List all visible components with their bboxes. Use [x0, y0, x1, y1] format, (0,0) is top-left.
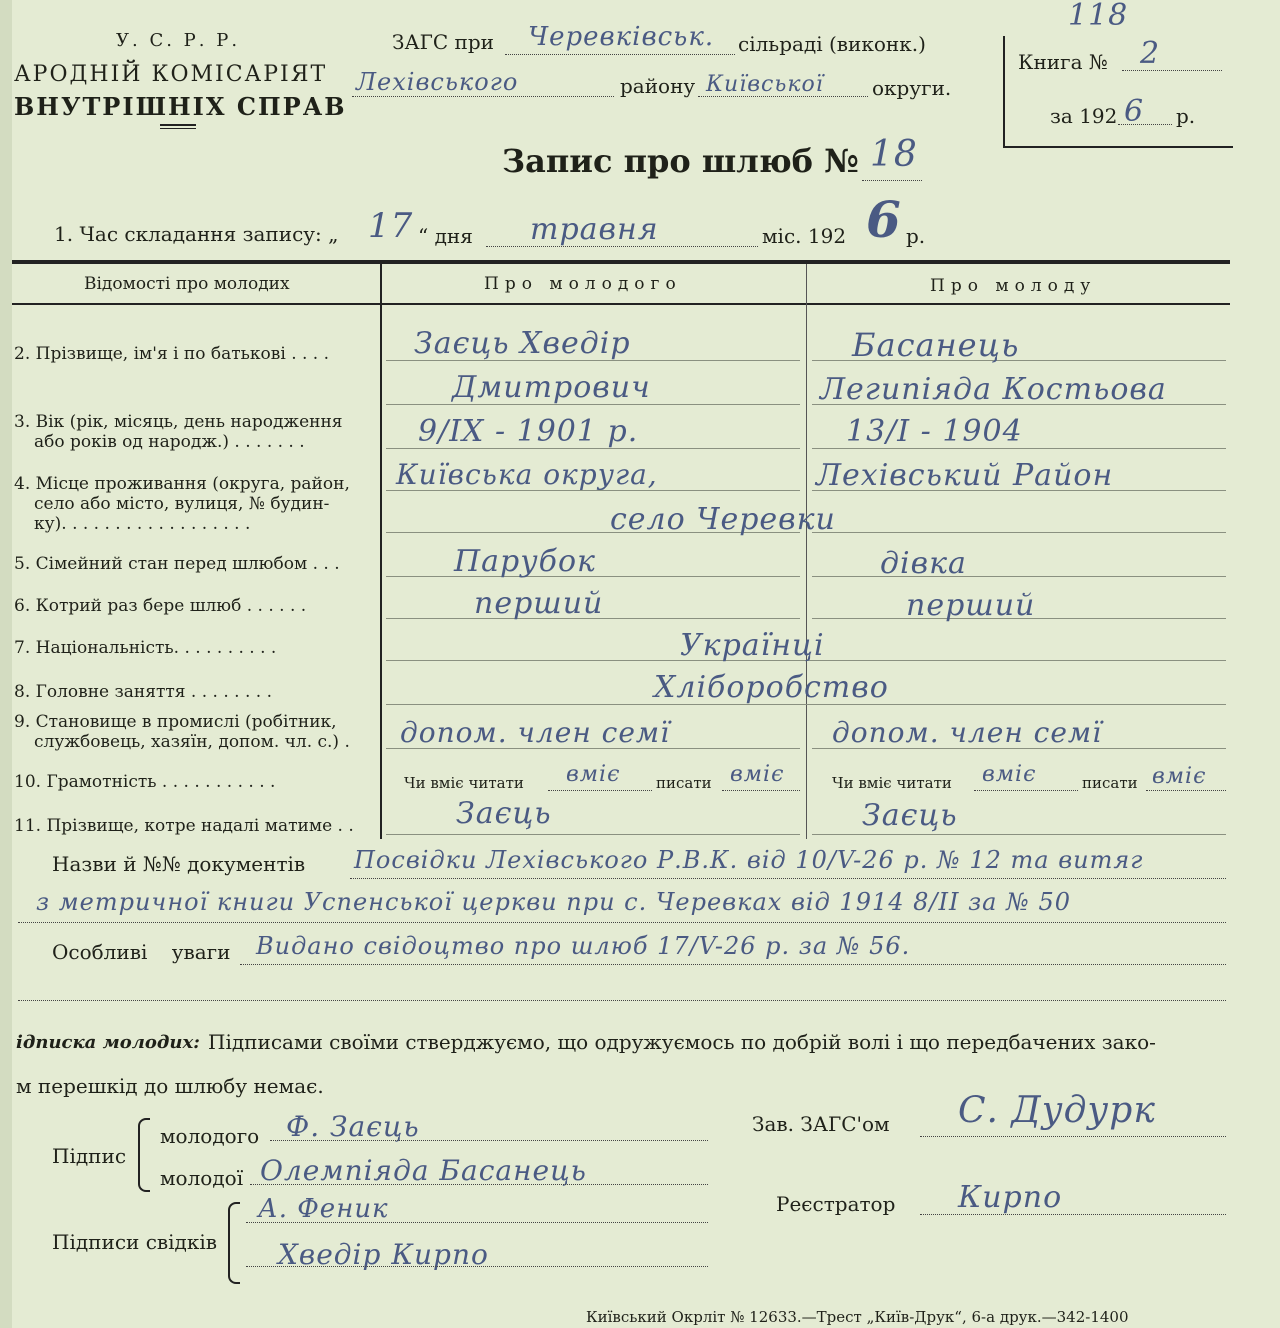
table-col-divider [806, 264, 807, 839]
table-top-rule [12, 260, 1230, 264]
witnesses-label: Підписи свідків [52, 1230, 218, 1254]
year-line [1118, 124, 1172, 125]
groom-sign-label: молодого [160, 1124, 260, 1148]
bride-write: вміє [1152, 764, 1207, 789]
okrug-value: Київської [706, 72, 824, 97]
answer-line [812, 576, 1226, 577]
row-label-age: 3. Вік (рік, місяць, день народження [14, 412, 343, 432]
bride-birthdate: 13/I - 1904 [846, 414, 1023, 449]
documents-line2-rule [18, 922, 1226, 923]
witness2-signature: Хведір Кирпо [278, 1238, 489, 1271]
ussr-label: У. С. Р. Р. [116, 30, 241, 51]
residence-village: село Черевки [610, 502, 836, 537]
bride-read: вміє [982, 762, 1037, 787]
documents-line1: Посвідки Лехівського Р.В.К. від 10/V-26 р. № 12 та витяг [354, 846, 1144, 874]
groom-marriage-count: перший [474, 586, 604, 621]
groom-read-line [548, 790, 652, 791]
documents-label: Назви й №№ документів [52, 852, 306, 876]
nationality: Українці [680, 628, 825, 663]
row-label-nationality: 7. Національність. . . . . . . . . . [14, 638, 277, 658]
groom-position: допом. член семї [400, 716, 671, 749]
zags-head-line [920, 1136, 1226, 1137]
col-header-info: Відомості про молодих [84, 274, 290, 294]
witness1-signature: А. Феник [258, 1194, 389, 1224]
record-month-line [486, 246, 758, 247]
okrug-line [698, 96, 868, 97]
registrar-label: Реєстратор [776, 1192, 896, 1216]
groom-residence: Київська округа, [396, 458, 658, 491]
col-header-bride: Про молоду [930, 276, 1097, 296]
row-label-position-2: службовець, хазяїн, допом. чл. с.) . [34, 732, 350, 752]
answer-line [812, 834, 1226, 835]
row-label-residence-2: село або місто, вулиця, № будин- [34, 494, 330, 514]
zags-village: Черевківськ. [528, 22, 715, 52]
documents-line1-rule [350, 878, 1226, 879]
witness1-line [246, 1222, 708, 1223]
record-title: Запис про шлюб № [502, 142, 859, 180]
row-label-occupation: 8. Головне заняття . . . . . . . . [14, 682, 272, 702]
district-label: району [620, 74, 696, 98]
groom-patronymic: Дмитрович [452, 370, 651, 405]
signatures-intro-text2: м перешкід до шлюбу немає. [16, 1074, 324, 1098]
zags-prefix: ЗАГС при [392, 30, 494, 54]
occupation: Хліборобство [654, 670, 889, 705]
year-label: за 192 [1050, 104, 1118, 128]
year-suffix: р. [1176, 104, 1196, 128]
record-month: травня [530, 212, 659, 247]
notes-line1-rule [240, 964, 1226, 965]
commissariat-line2: ВНУТРІШНІХ СПРАВ [14, 92, 347, 121]
groom-marital: Парубок [454, 544, 596, 579]
groom-name: Заєць Хведір [414, 326, 631, 361]
groom-birthdate: 9/IX - 1901 р. [418, 414, 639, 449]
bride-future-surname: Заєць [862, 798, 958, 833]
groom-read-label: Чи вміє читати [404, 774, 524, 792]
printer-footer: Київський Окрліт № 12633.—Трест „Київ-Друк“, 6-а друк.—342-1400 [586, 1308, 1129, 1326]
record-number: 18 [870, 134, 918, 175]
notes-value: Видано свідоцтво про шлюб 17/V-26 р. за № 56. [256, 932, 911, 960]
registrar-line [920, 1214, 1226, 1215]
record-year-suffix: р. [906, 224, 926, 248]
zags-village-line [505, 54, 735, 55]
sign-brace [138, 1118, 150, 1192]
book-number: 2 [1140, 36, 1161, 71]
groom-signature: Ф. Заєць [286, 1110, 420, 1143]
groom-read: вміє [566, 762, 621, 787]
documents-line2: з метричної книги Успенської церкви при с. Черевках від 1914 8/II за № 50 [36, 888, 1071, 916]
bride-marriage-count: перший [906, 588, 1036, 623]
header-rule [160, 124, 196, 126]
bride-write-label: писати [1082, 774, 1138, 792]
record-month-label: міс. 192 [762, 224, 847, 248]
notes-label: Особливі уваги [52, 940, 231, 964]
table-header-rule [12, 303, 1230, 305]
row-label-future-surname: 11. Прізвище, котре надалі матиме . . [14, 816, 354, 836]
col-header-groom: Про молодого [484, 274, 682, 294]
row-label-name: 2. Прізвище, ім'я і по батькові . . . . [14, 344, 330, 364]
archive-number: 118 [1068, 0, 1129, 33]
book-number-line [1122, 70, 1222, 71]
bride-signature-line [250, 1184, 708, 1185]
commissariat-line1: АРОДНІЙ КОМІСАРІЯТ [14, 62, 328, 87]
bride-position: допом. член семї [832, 716, 1103, 749]
groom-write-label: писати [656, 774, 712, 792]
bride-surname: Басанець [852, 326, 1020, 364]
registrar-signature: Кирпо [958, 1180, 1063, 1215]
district-line [352, 96, 614, 97]
book-label: Книга № [1018, 50, 1108, 74]
page-margin [0, 0, 12, 1328]
bride-sign-label: молодої [160, 1166, 244, 1190]
row-label-age-2: або років од народж.) . . . . . . . [34, 432, 305, 452]
bride-name: Легипіяда Костьова [820, 372, 1167, 407]
district-value: Лехівського [356, 68, 519, 96]
sign-label: Підпис [52, 1144, 127, 1168]
header-rule [160, 128, 196, 129]
groom-future-surname: Заєць [456, 796, 552, 831]
row-label-residence-3: ку). . . . . . . . . . . . . . . . . . [34, 514, 251, 534]
row-label-literacy: 10. Грамотність . . . . . . . . . . . [14, 772, 276, 792]
bride-signature: Олемпіяда Басанець [260, 1154, 587, 1187]
bride-marital: дівка [880, 546, 967, 581]
bride-residence: Лехівський Район [816, 458, 1114, 493]
record-number-line [862, 180, 922, 181]
record-day: 17 [368, 206, 414, 246]
groom-write-line [722, 790, 800, 791]
answer-line [386, 834, 800, 835]
notes-line2-rule [18, 1000, 1226, 1001]
groom-write: вміє [730, 762, 785, 787]
row-label-residence: 4. Місце проживання (округа, район, [14, 474, 350, 494]
row-label-position: 9. Становище в промислі (робітник, [14, 712, 337, 732]
bride-read-label: Чи вміє читати [832, 774, 952, 792]
zags-head-signature: С. Дудурк [958, 1090, 1156, 1131]
bride-write-line [1146, 790, 1226, 791]
year-value: 6 [1124, 94, 1145, 129]
row-label-marital: 5. Сімейний стан перед шлюбом . . . [14, 554, 340, 574]
groom-signature-line [270, 1140, 708, 1141]
signatures-intro-label: ідписка молодих: [16, 1032, 200, 1053]
signatures-intro-text1: Підписами своїми стверджуємо, що одружуємось по добрій волі і що передбачених зако- [208, 1030, 1156, 1054]
answer-line [812, 532, 1226, 533]
record-day-label: “ дня [418, 224, 473, 248]
bride-read-line [974, 790, 1078, 791]
witness2-line [246, 1266, 708, 1267]
record-year: 6 [866, 190, 902, 249]
okrug-label: округи. [872, 76, 952, 100]
zags-head-label: Зав. ЗАГС'ом [752, 1112, 890, 1136]
table-col-divider [380, 264, 382, 839]
record-time-label: 1. Час складання запису: „ [54, 222, 339, 246]
zags-suffix: сільраді (виконк.) [738, 32, 926, 56]
witness-brace [228, 1202, 240, 1284]
row-label-marriage-count: 6. Котрий раз бере шлюб . . . . . . [14, 596, 307, 616]
